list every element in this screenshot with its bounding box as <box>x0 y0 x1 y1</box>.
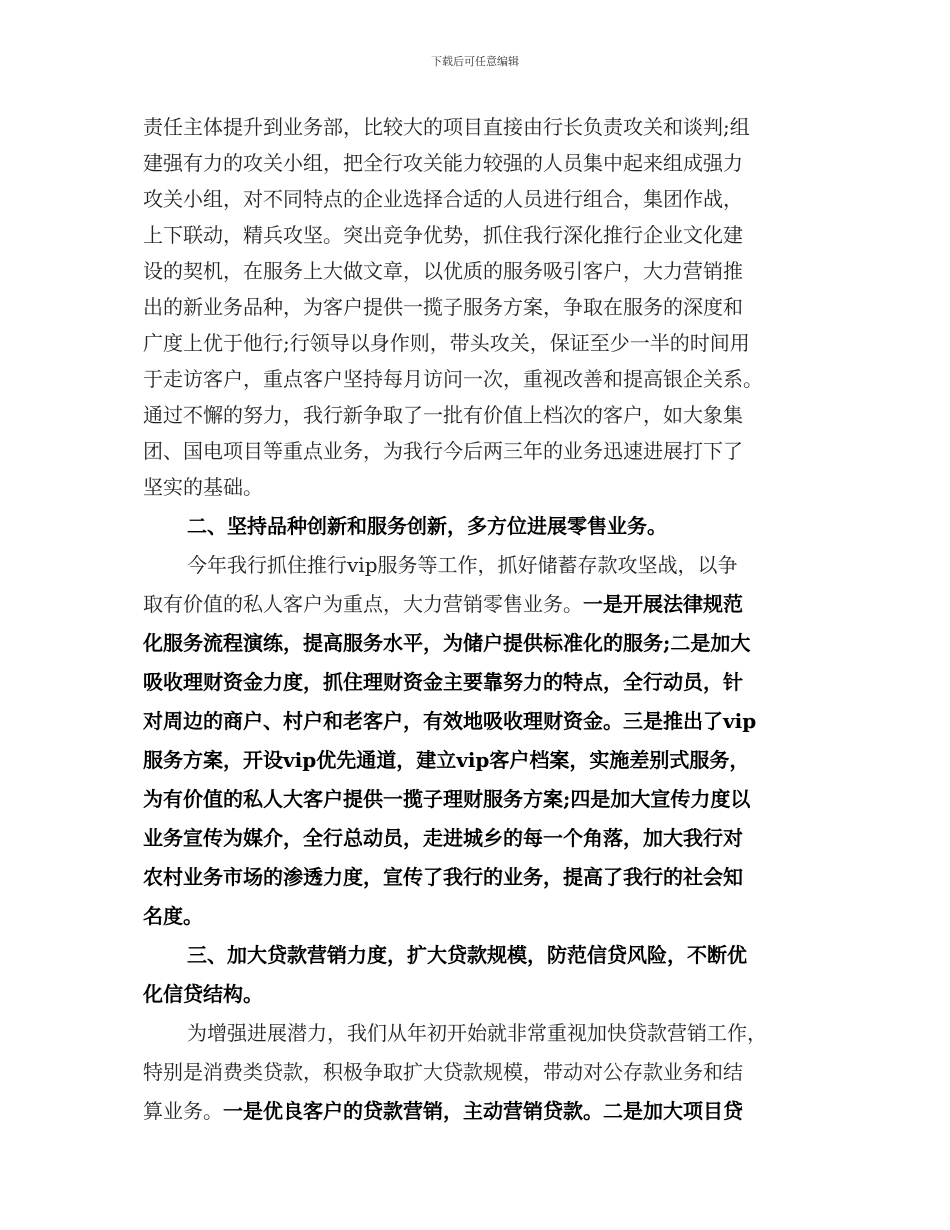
text-normal: 算业务。 <box>143 1099 223 1123</box>
text-line: 为有价值的私人大客户提供一揽子理财服务方案;四是加大宣传力度以 <box>143 787 751 811</box>
section-heading-continued: 化信贷结构。 <box>143 982 263 1006</box>
text-line: 吸收理财资金力度，抓住理财资金主要靠努力的特点，全行动员，针 <box>143 670 743 694</box>
text-normal: 取有价值的私人客户为重点，大力营销零售业务。 <box>143 592 583 616</box>
text-line <box>143 589 823 619</box>
text-line: 农村业务市场的渗透力度，宣传了我行的业务，提高了我行的社会知 <box>143 865 743 889</box>
text-bold: 一是优良客户的贷款营销，主动营销贷款。二是加大项目贷 <box>223 1099 743 1123</box>
text-line: 出的新业务品种，为客户提供一揽子服务方案，争取在服务的深度和 <box>143 295 743 319</box>
text-line: 攻关小组，对不同特点的企业选择合适的人员进行组合，集团作战， <box>143 187 743 211</box>
text-line: 为增强进展潜力，我们从年初开始就非常重视加快贷款营销工作， <box>187 1021 767 1045</box>
text-line: 今年我行抓住推行vip服务等工作，抓好储蓄存款攻坚战，以争 <box>187 553 738 577</box>
text-line: 建强有力的攻关小组，把全行攻关能力较强的人员集中起来组成强力 <box>143 151 743 175</box>
text-line: 设的契机，在服务上大做文章，以优质的服务吸引客户，大力营销推 <box>143 259 743 283</box>
section-heading: 三、加大贷款营销力度，扩大贷款规模，防范信贷风险，不断优 <box>187 943 747 967</box>
page-header: 下载后可任意编辑 <box>431 55 519 68</box>
text-line: 名度。 <box>143 904 203 928</box>
text-line: 对周边的商户、村户和老客户，有效地吸收理财资金。三是推出了vip <box>143 709 757 733</box>
text-line: 责任主体提升到业务部，比较大的项目直接由行长负责攻关和谈判;组 <box>143 115 750 139</box>
text-line: 广度上优于他行;行领导以身作则，带头攻关，保证至少一半的时间用 <box>143 331 750 355</box>
text-line: 特别是消费类贷款，积极争取扩大贷款规模，带动对公存款业务和结 <box>143 1060 743 1084</box>
text-line: 通过不懈的努力，我行新争取了一批有价值上档次的客户，如大象集 <box>143 403 743 427</box>
text-line: 于走访客户，重点客户坚持每月访问一次，重视改善和提高银企关系。 <box>143 367 763 391</box>
text-line: 化服务流程演练，提高服务水平，为储户提供标准化的服务;二是加大 <box>143 631 751 655</box>
section-heading: 二、坚持品种创新和服务创新，多方位进展零售业务。 <box>187 514 667 538</box>
text-line: 上下联动，精兵攻坚。突出竞争优势，抓住我行深化推行企业文化建 <box>143 223 743 247</box>
text-line: 服务方案，开设vip优先通道，建立vip客户档案，实施差别式服务， <box>143 748 750 772</box>
text-bold: 一是开展法律规范 <box>583 592 743 616</box>
text-line: 业务宣传为媒介，全行总动员，走进城乡的每一个角落，加大我行对 <box>143 826 743 850</box>
text-line: 团、国电项目等重点业务，为我行今后两三年的业务迅速进展打下了 <box>143 439 743 463</box>
text-line <box>143 1096 823 1126</box>
text-line: 坚实的基础。 <box>143 475 263 499</box>
